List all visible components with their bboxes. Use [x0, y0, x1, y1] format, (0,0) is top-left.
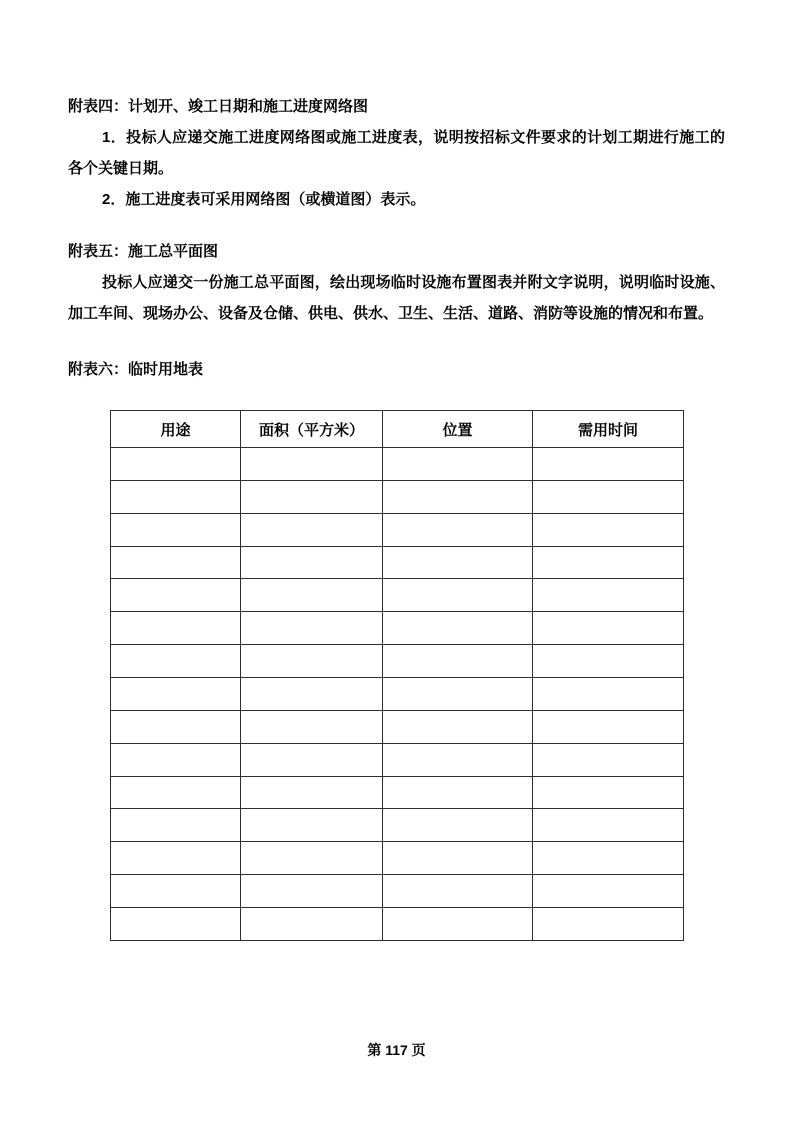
page-number: 第 117 页 — [367, 1042, 426, 1058]
table-cell — [241, 513, 383, 546]
table-cell — [383, 875, 533, 908]
table-row — [111, 809, 684, 842]
table-cell — [241, 809, 383, 842]
table-cell — [241, 710, 383, 743]
table-cell — [111, 579, 241, 612]
table-row — [111, 842, 684, 875]
table-row — [111, 612, 684, 645]
table-cell — [383, 513, 533, 546]
paragraph: 投标人应递交一份施工总平面图，绘出现场临时设施布置图表并附文字说明，说明临时设施、加工车间、现场办公、设备及仓储、供电、供水、卫生、生活、道路、消防等设施的情况和布置。 — [68, 274, 725, 322]
table-header-cell: 需用时间 — [533, 411, 684, 448]
table-cell — [383, 678, 533, 711]
table-cell — [111, 743, 241, 776]
table-header-cell: 面积（平方米） — [241, 411, 383, 448]
table-cell — [111, 480, 241, 513]
table-cell — [241, 579, 383, 612]
table-cell — [111, 645, 241, 678]
table-row — [111, 678, 684, 711]
table-row — [111, 579, 684, 612]
section-heading: 附表六：临时用地表 — [68, 361, 204, 378]
table-cell — [533, 513, 684, 546]
table-cell — [241, 546, 383, 579]
section-heading: 附表四：计划开、竣工日期和施工进度网络图 — [68, 98, 369, 115]
table-cell — [241, 908, 383, 941]
table-cell — [533, 579, 684, 612]
table-cell — [533, 448, 684, 481]
table-cell — [383, 612, 533, 645]
paragraph: 2．施工进度表可采用网络图（或横道图）表示。 — [102, 191, 426, 208]
table-cell — [533, 546, 684, 579]
table-cell — [533, 645, 684, 678]
table-cell — [241, 842, 383, 875]
table-cell — [383, 579, 533, 612]
table-cell — [383, 480, 533, 513]
table-cell — [533, 480, 684, 513]
table-cell — [383, 776, 533, 809]
table-cell — [111, 809, 241, 842]
table-cell — [533, 678, 684, 711]
table-cell — [111, 546, 241, 579]
table-cell — [383, 743, 533, 776]
table-cell — [383, 546, 533, 579]
section-appendix-5 — [68, 236, 725, 329]
table-cell — [241, 448, 383, 481]
table-cell — [383, 809, 533, 842]
table-row — [111, 480, 684, 513]
table-cell — [111, 448, 241, 481]
table-cell — [383, 645, 533, 678]
table-cell — [111, 908, 241, 941]
table-cell — [111, 513, 241, 546]
table-row — [111, 448, 684, 481]
table-header-cell: 位置 — [383, 411, 533, 448]
table-row — [111, 546, 684, 579]
section-appendix-6 — [68, 354, 725, 941]
table-cell — [533, 743, 684, 776]
table-header-row — [111, 411, 684, 448]
table-cell — [241, 678, 383, 711]
temporary-land-use-table — [110, 410, 684, 941]
table-cell — [241, 875, 383, 908]
table-cell — [533, 809, 684, 842]
table-cell — [533, 842, 684, 875]
paragraph: 1．投标人应递交施工进度网络图或施工进度表，说明按招标文件要求的计划工期进行施工的各个关键日期。 — [68, 129, 725, 177]
table-body — [111, 448, 684, 941]
table-cell — [111, 776, 241, 809]
section-appendix-4 — [68, 91, 725, 215]
table-cell — [533, 710, 684, 743]
table-cell — [533, 875, 684, 908]
table-header-cell: 用途 — [111, 411, 241, 448]
table-cell — [241, 743, 383, 776]
table-row — [111, 908, 684, 941]
table-cell — [383, 710, 533, 743]
table-row — [111, 645, 684, 678]
table-cell — [383, 448, 533, 481]
table-row — [111, 513, 684, 546]
table-row — [111, 710, 684, 743]
table-cell — [533, 612, 684, 645]
table-cell — [533, 908, 684, 941]
table-cell — [111, 875, 241, 908]
section-heading: 附表五：施工总平面图 — [68, 243, 219, 260]
table-cell — [383, 908, 533, 941]
table-cell — [383, 842, 533, 875]
table-cell — [111, 710, 241, 743]
table-cell — [241, 480, 383, 513]
table-row — [111, 875, 684, 908]
table-cell — [241, 776, 383, 809]
table-cell — [533, 776, 684, 809]
table-row — [111, 743, 684, 776]
table-cell — [241, 645, 383, 678]
table-cell — [111, 678, 241, 711]
table-cell — [111, 612, 241, 645]
table-row — [111, 776, 684, 809]
table-cell — [241, 612, 383, 645]
table-cell — [111, 842, 241, 875]
